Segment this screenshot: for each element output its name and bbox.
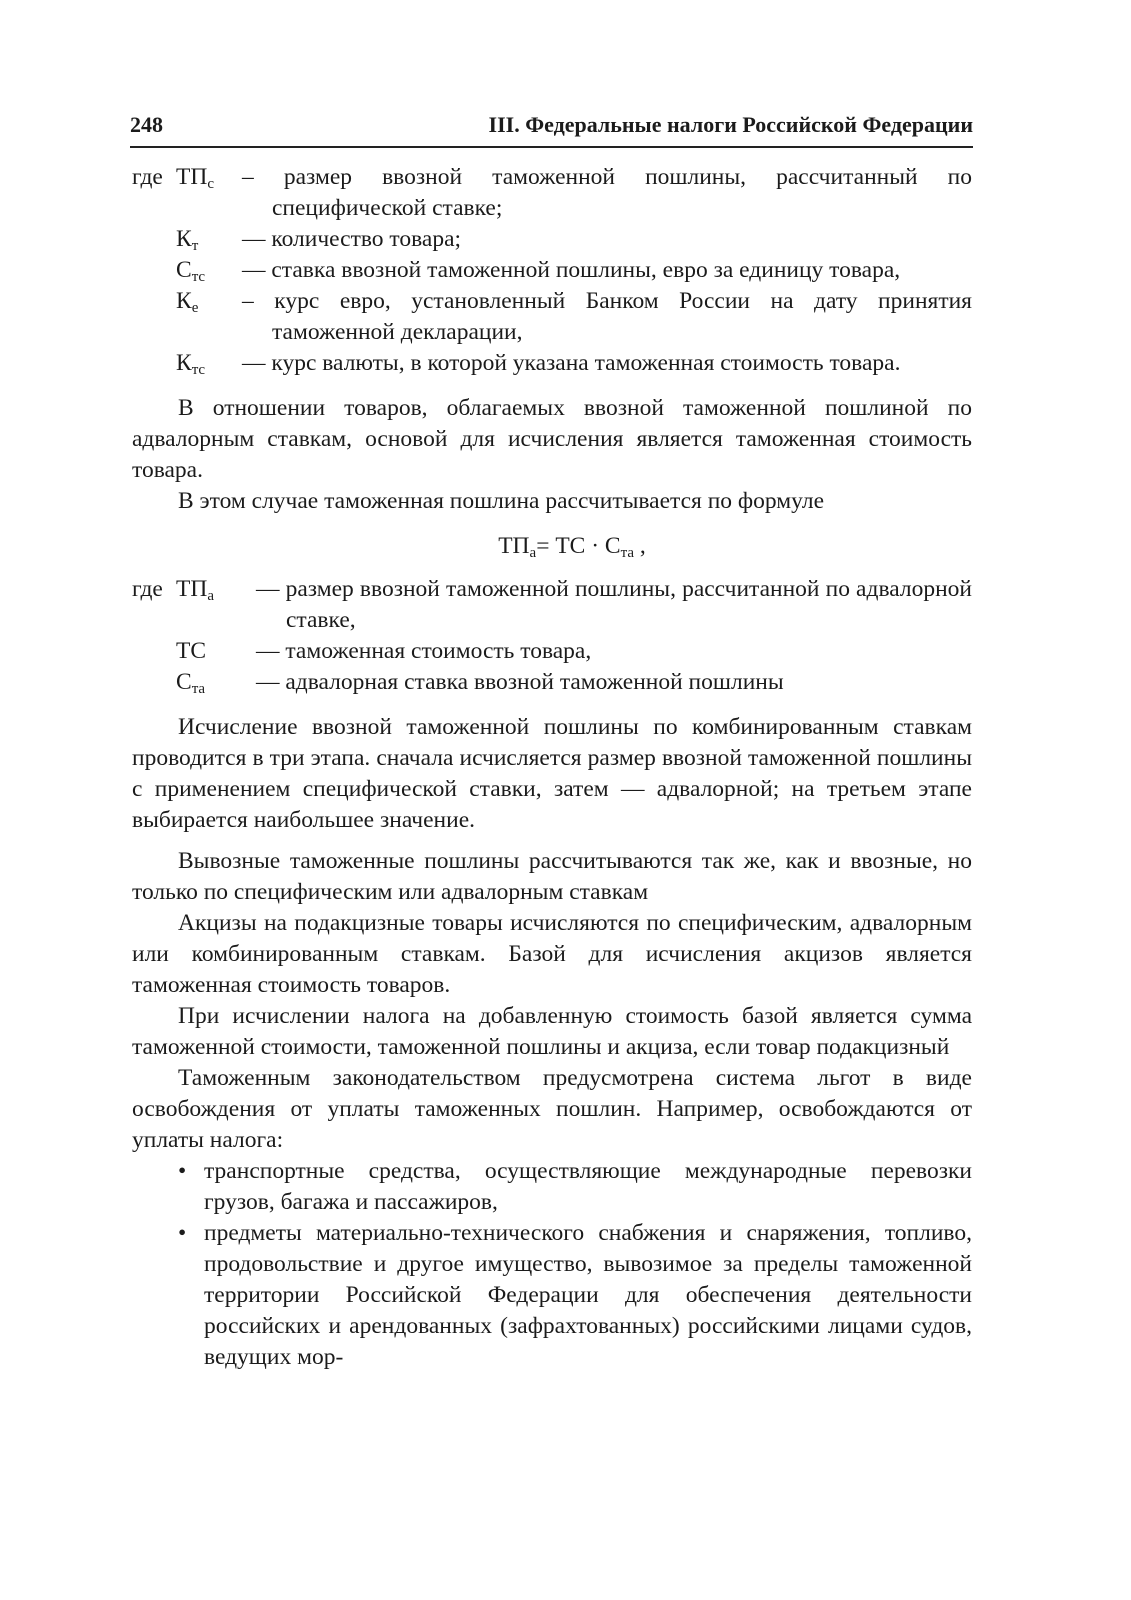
formula-advalorem: $ТП_а=$ ТС · $С_{та}$ , <box>498 533 646 561</box>
definition-description: – размер ввозной таможенной пошлины, рассчитанный по специфической ставке; <box>242 164 972 221</box>
definition-row <box>132 636 972 667</box>
definition-row <box>132 162 972 224</box>
definition-symbol: $К_е$ <box>176 288 199 316</box>
definition-symbol: $С_{та}$ <box>176 669 206 697</box>
list-item: • транспортные средства, осуществляющие международные перевозки грузов, багажа и пассажиров, <box>178 1158 972 1215</box>
paragraph-excises: Акцизы на подакцизные товары исчисляются по специфическим, адвалорным или комбинированным ставкам. Базой для исчисления акцизов является таможенная стоимость товаров. <box>132 910 972 998</box>
running-title: III. Федеральные налоги Российской Федерации <box>488 112 973 137</box>
definitions-specific <box>132 162 972 379</box>
definition-row <box>132 255 972 286</box>
definition-row <box>132 667 972 698</box>
definition-symbol: $ТП_с$ <box>176 164 214 192</box>
bullet-icon: • <box>178 1158 187 1184</box>
page-header <box>130 112 973 148</box>
definition-description: — адвалорная ставка ввозной таможенной пошлины <box>256 669 784 695</box>
paragraph-formula-intro: В этом случае таможенная пошлина рассчитывается по формуле <box>178 488 825 514</box>
list-item: • предметы материально-технического снабжения и снаряжения, топливо, продовольствие и другое имущество, вывозимое за пределы таможенной территории Российской Федерации для обеспечения деятельности российских и арендованных (зафрахтованных) российскими лицами судов, ведущих мор- <box>178 1220 972 1370</box>
definition-symbol: $К_т$ <box>176 226 199 254</box>
definition-symbol: $С_{тс}$ <box>176 257 206 285</box>
definitions-advalorem <box>132 574 972 698</box>
paragraph-vat: При исчислении налога на добавленную стоимость базой является сумма таможенной стоимости, таможенной пошлины и акциза, если товар подакцизный <box>132 1003 972 1060</box>
exemption-list <box>132 1156 972 1373</box>
definition-description: — таможенная стоимость товара, <box>256 638 592 664</box>
definition-symbol: $ТП_а$ <box>176 576 214 604</box>
paragraph-exemptions: Таможенным законодательством предусмотрена система льгот в виде освобождения от уплаты таможенных пошлин. Например, освобождаются от уплаты налога: <box>132 1065 972 1153</box>
definition-row <box>132 348 972 379</box>
paragraph-combined-rates: Исчисление ввозной таможенной пошлины по комбинированным ставкам проводится в три этапа. сначала исчисляется размер ввозной таможенной пошлины с применением специфической ставки, затем — адвалорной; на третьем этапе выбирается наибольшее значение. <box>132 714 972 833</box>
definition-row <box>132 574 972 636</box>
definition-description: — количество товара; <box>242 226 462 252</box>
paragraph-export-duties: Вывозные таможенные пошлины рассчитываются так же, как и ввозные, но только по специфическим или адвалорным ставкам <box>132 848 972 905</box>
paragraph-advalorem-basis: В отношении товаров, облагаемых ввозной таможенной пошлиной по адвалорным ставкам, основой для исчисления является таможенная стоимость товара. <box>132 395 972 483</box>
definition-row <box>132 224 972 255</box>
definition-symbol: $К_{тс}$ <box>176 350 206 378</box>
definition-prefix: где <box>132 164 163 190</box>
page-content <box>132 162 972 1373</box>
definition-description: – курс евро, установленный Банком России на дату принятия таможенной декларации, <box>242 288 972 345</box>
definition-prefix: где <box>132 576 163 602</box>
bullet-icon: • <box>178 1220 187 1246</box>
definition-description: — ставка ввозной таможенной пошлины, евро за единицу товара, <box>242 257 901 283</box>
definition-description: — курс валюты, в которой указана таможенная стоимость товара. <box>242 350 901 376</box>
definition-description: — размер ввозной таможенной пошлины, рассчитанной по адвалорной ставке, <box>256 576 972 633</box>
definition-symbol: ТС <box>176 638 207 664</box>
definition-row <box>132 286 972 348</box>
page-number: 248 <box>130 112 163 137</box>
